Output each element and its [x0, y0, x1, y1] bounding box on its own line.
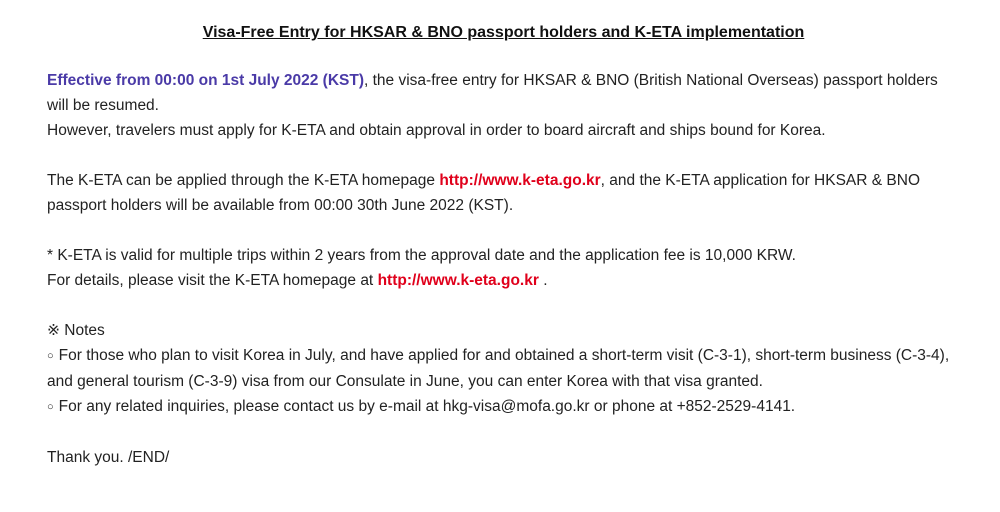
- note-item-contact-text: For any related inquiries, please contact us by e-mail at hkg-visa@mofa.go.kr or phone at +852-2529-4141.: [58, 398, 796, 415]
- intro-paragraph: [47, 68, 960, 143]
- validity-line: * K-ETA is valid for multiple trips within 2 years from the approval date and the application fee is 10,000 KRW.: [47, 247, 796, 264]
- application-pre-text: The K-ETA can be applied through the K-ETA homepage: [47, 172, 440, 189]
- intro-line: [47, 68, 960, 118]
- notes-heading: ※ Notes: [47, 322, 105, 339]
- intro-resumed-text: , the visa-free entry for HKSAR & BNO (British National Overseas) passport holders will be resumed.: [47, 72, 938, 114]
- application-paragraph: [47, 168, 960, 218]
- intro-however-text: However, travelers must apply for K-ETA and obtain approval in order to board aircraft and ships bound for Korea.: [47, 122, 826, 139]
- page-title: Visa-Free Entry for HKSAR & BNO passport holders and K-ETA implementation: [202, 24, 805, 41]
- details-post-text: .: [538, 272, 548, 289]
- note-item-contact: [47, 394, 960, 420]
- notes-section: [47, 318, 960, 420]
- application-post-text: , and the K-ETA application for HKSAR & BNO passport holders will be available from 00:00 30th June 2022 (KST).: [47, 172, 921, 214]
- note-item-visa-text: For those who plan to visit Korea in July, and have applied for and obtained a short-term visit (C-3-1), short-term business (C-3-4), and general tourism (C-3-9) visa from our Consulate in June, you can enter Korea with that visa granted.: [47, 347, 950, 390]
- k-eta-details-link[interactable]: http://www.k-eta.go.kr: [377, 272, 539, 289]
- closing-text: Thank you. /END/: [47, 449, 170, 466]
- circle-bullet-icon: ○: [47, 350, 54, 362]
- details-line: [47, 268, 960, 293]
- circle-bullet-icon: ○: [47, 401, 54, 413]
- note-item-visa: [47, 343, 960, 394]
- effective-date-highlight: Effective from 00:00 on 1st July 2022 (KST): [47, 72, 365, 89]
- k-eta-link[interactable]: http://www.k-eta.go.kr: [439, 172, 601, 189]
- details-pre-text: For details, please visit the K-ETA homepage at: [47, 272, 378, 289]
- application-line: [47, 168, 960, 218]
- closing-paragraph: [47, 445, 960, 470]
- validity-paragraph: [47, 243, 960, 293]
